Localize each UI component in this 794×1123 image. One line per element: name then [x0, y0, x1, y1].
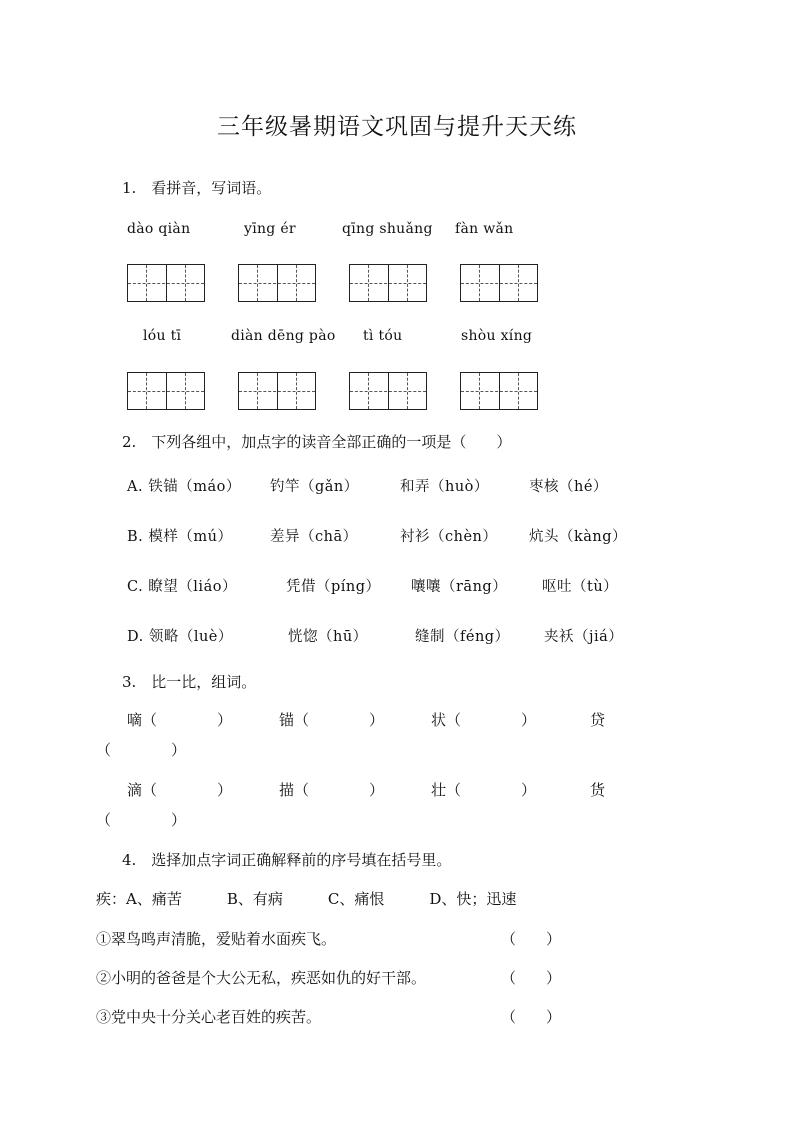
- question-4-prompt: 4. 选择加点字词正确解释前的序号填在括号里。: [122, 851, 452, 869]
- writing-grid[interactable]: [238, 264, 316, 302]
- option-c-3: 嚷嚷（rāng）: [411, 579, 508, 595]
- option-d-3: 缝制（féng）: [415, 629, 510, 645]
- compare-word-3: 状（ ）: [431, 711, 537, 729]
- option-b-3: 衬衫（chèn）: [400, 529, 498, 545]
- option-d-4: 夹袄（jiá）: [544, 629, 624, 645]
- option-c-1: C. 瞭望（liáo）: [127, 579, 237, 595]
- compare-word-2: 锚（ ）: [279, 711, 385, 729]
- answer-blank-2[interactable]: （ ）: [501, 969, 562, 987]
- option-d-1: D. 领略（luè）: [127, 629, 233, 645]
- page-title: 三年级暑期语文巩固与提升天天练: [217, 114, 577, 140]
- question-2-prompt: 2. 下列各组中，加点字的读音全部正确的一项是（ ）: [122, 433, 512, 451]
- pinyin-5: lóu tī: [143, 328, 182, 344]
- option-b-1: B. 模样（mú）: [127, 529, 233, 545]
- sentence-1: ①翠鸟鸣声清脆，爱贴着水面疾飞。: [96, 930, 337, 948]
- pinyin-6: diàn dēng pào: [231, 328, 336, 344]
- compare-word-8: 货: [590, 781, 606, 799]
- pinyin-1: dào qiàn: [127, 221, 191, 237]
- writing-grid[interactable]: [460, 264, 538, 302]
- writing-grid[interactable]: [127, 372, 205, 410]
- answer-blank-3[interactable]: （ ）: [501, 1008, 562, 1026]
- option-a-4: 枣核（hé）: [529, 479, 608, 495]
- writing-grid[interactable]: [127, 264, 205, 302]
- pinyin-3: qīng shuǎng: [342, 221, 433, 237]
- option-c-2: 凭借（píng）: [286, 579, 381, 595]
- writing-grid[interactable]: [349, 264, 427, 302]
- compare-word-4: 贷: [590, 711, 606, 729]
- option-b-2: 差异（chā）: [270, 529, 358, 545]
- sentence-3: ③党中央十分关心老百姓的疾苦。: [96, 1008, 322, 1026]
- option-a-1: A. 铁锚（máo）: [127, 479, 241, 495]
- question-3-prompt: 3. 比一比，组词。: [122, 673, 257, 691]
- compare-word-5: 滴（ ）: [127, 781, 233, 799]
- option-d-2: 恍惚（hū）: [288, 629, 368, 645]
- answer-blank-1[interactable]: （ ）: [501, 930, 562, 948]
- writing-grid[interactable]: [460, 372, 538, 410]
- option-c-4: 呕吐（tù）: [542, 579, 619, 595]
- compare-word-1: 嘀（ ）: [127, 711, 233, 729]
- sentence-2: ②小明的爸爸是个大公无私，疾恶如仇的好干部。: [96, 969, 427, 987]
- option-a-2: 钓竿（gǎn）: [270, 479, 359, 495]
- writing-grid[interactable]: [238, 372, 316, 410]
- compare-word-8-blank[interactable]: （ ）: [96, 811, 187, 829]
- option-a-3: 和弄（huò）: [400, 479, 489, 495]
- pinyin-4: fàn wǎn: [455, 221, 514, 237]
- compare-word-4-blank[interactable]: （ ）: [96, 741, 187, 759]
- pinyin-7: tì tóu: [363, 328, 403, 344]
- option-b-4: 炕头（kàng）: [529, 529, 628, 545]
- pinyin-2: yīng ér: [244, 221, 296, 237]
- pinyin-8: shòu xíng: [461, 328, 533, 344]
- writing-grid[interactable]: [349, 372, 427, 410]
- question-1-prompt: 1. 看拼音，写词语。: [122, 179, 272, 197]
- definition-line: 疾：A、痛苦 B、有病 C、痛恨 D、快；迅速: [96, 890, 517, 908]
- compare-word-6: 描（ ）: [279, 781, 385, 799]
- compare-word-7: 壮（ ）: [431, 781, 537, 799]
